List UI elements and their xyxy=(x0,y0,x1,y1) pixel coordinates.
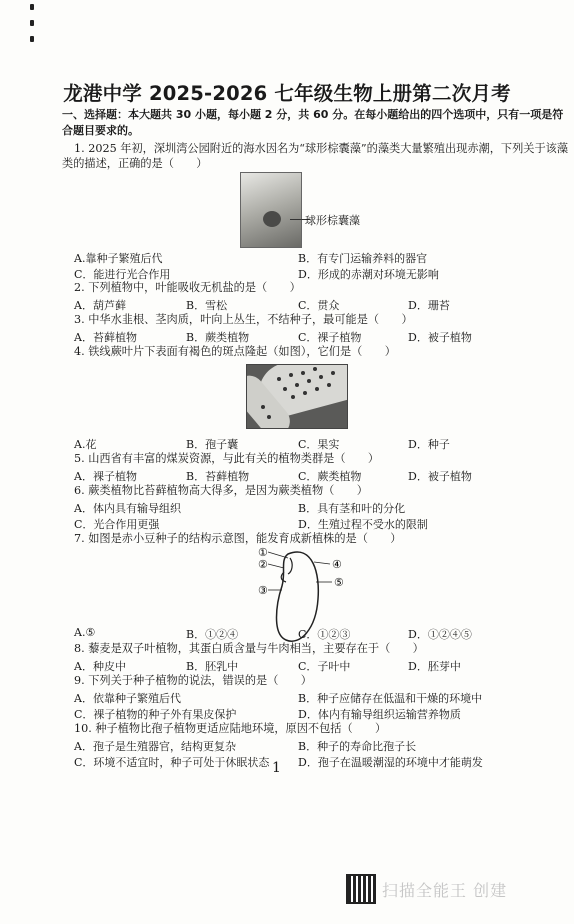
q3-option-d: D．被子植物 xyxy=(408,331,472,344)
q2-option-d: D．珊苔 xyxy=(408,299,450,312)
q7-option-d: D．①②④⑤ xyxy=(408,628,472,641)
algae-photo xyxy=(240,172,302,248)
q10-stem: 10. 种子植物比孢子植物更适应陆地环境，原因不包括（ ） xyxy=(74,722,387,735)
q5-option-a: A．裸子植物 xyxy=(74,470,137,483)
q9-option-c: C．裸子植物的种子外有果皮保护 xyxy=(74,708,237,721)
q8-option-a: A．种皮中 xyxy=(74,660,126,673)
q2-option-a: A．葫芦藓 xyxy=(74,299,126,312)
q7-option-c: C．①②③ xyxy=(298,628,351,641)
q4-option-a: A.花 xyxy=(74,438,97,451)
q4-option-b: B．孢子囊 xyxy=(186,438,239,451)
q4-stem: 4. 铁线蕨叶片下表面有褐色的斑点隆起（如图），它们是（ ） xyxy=(74,345,396,358)
q3-option-b: B．蕨类植物 xyxy=(186,331,250,344)
q3-stem: 3. 中华水韭根、茎肉质，叶向上丛生，不结种子，最可能是（ ） xyxy=(74,313,413,326)
q3-option-a: A．苔藓植物 xyxy=(74,331,137,344)
q2-option-b: B．雪松 xyxy=(186,299,228,312)
section-heading-line2: 合题目要求的。 xyxy=(62,124,139,137)
q6-option-a: A．体内具有输导组织 xyxy=(74,502,181,515)
q5-option-b: B．苔藓植物 xyxy=(186,470,250,483)
qr-code-icon xyxy=(346,874,376,904)
q3-option-c: C．裸子植物 xyxy=(298,331,362,344)
q1-option-d: D．形成的赤潮对环境无影响 xyxy=(298,268,439,281)
q10-option-c: C．环境不适宜时，种子可处于休眠状态 xyxy=(74,756,270,769)
q10-option-d: D．孢子在温暖潮湿的环境中才能萌发 xyxy=(298,756,483,769)
seed-mark-3: ③ xyxy=(258,584,268,597)
seed-mark-4: ④ xyxy=(332,558,342,571)
q5-option-c: C．蕨类植物 xyxy=(298,470,362,483)
q1-stem-line1: 1. 2025 年初，深圳湾公园附近的海水因名为“球形棕囊藻”的藻类大量繁殖出现赤潮，下列关于该藻 xyxy=(74,142,569,155)
q10-option-b: B．种子的寿命比孢子长 xyxy=(298,740,417,753)
q8-stem: 8. 藜麦是双子叶植物，其蛋白质含量与牛肉相当，主要存在于（ ） xyxy=(74,642,424,655)
q1-option-a: A.靠种子繁殖后代 xyxy=(74,252,163,265)
fern-leaf-photo xyxy=(246,364,348,429)
q6-option-c: C．光合作用更强 xyxy=(74,518,160,531)
page-title: 龙港中学 2025-2026 七年级生物上册第二次月考 xyxy=(63,82,511,105)
q1-stem-line2: 类的描述，正确的是（ ） xyxy=(62,157,208,170)
q5-stem: 5. 山西省有丰富的煤炭资源，与此有关的植物类群是（ ） xyxy=(74,452,380,465)
q7-option-b: B．①②④ xyxy=(186,628,239,641)
q8-option-d: D．胚芽中 xyxy=(408,660,461,673)
seed-mark-5: ⑤ xyxy=(334,576,344,589)
q4-option-c: C．果实 xyxy=(298,438,340,451)
q6-option-d: D．生殖过程不受水的限制 xyxy=(298,518,428,531)
page-number: 1 xyxy=(272,760,281,776)
q4-option-d: D．种子 xyxy=(408,438,450,451)
binding-dots xyxy=(30,4,34,52)
q2-stem: 2. 下列植物中，叶能吸收无机盐的是（ ） xyxy=(74,281,301,294)
q1-option-b: B．有专门运输养料的器官 xyxy=(298,252,428,265)
q1-option-c: C．能进行光合作用 xyxy=(74,268,171,281)
q8-option-c: C．子叶中 xyxy=(298,660,351,673)
seed-mark-2: ② xyxy=(258,558,268,571)
q7-stem: 7. 如图是赤小豆种子的结构示意图，能发育成新植株的是（ ） xyxy=(74,532,402,545)
section-heading-line1: 一、选择题：本大题共 30 小题，每小题 2 分，共 60 分。在每小题给出的四个选项中，只有一项是符 xyxy=(62,108,564,121)
q5-option-d: D．被子植物 xyxy=(408,470,472,483)
algae-figure-label: 球形棕囊藻 xyxy=(305,214,360,227)
q10-option-a: A．孢子是生殖器官，结构更复杂 xyxy=(74,740,236,753)
q9-option-b: B．种子应储存在低温和干燥的环境中 xyxy=(298,692,483,705)
q6-option-b: B．具有茎和叶的分化 xyxy=(298,502,406,515)
q9-option-a: A．依靠种子繁殖后代 xyxy=(74,692,181,705)
seed-mark-1: ① xyxy=(258,546,268,559)
q6-stem: 6. 蕨类植物比苔藓植物高大得多，是因为蕨类植物（ ） xyxy=(74,484,368,497)
q9-option-d: D．体内有输导组织运输营养物质 xyxy=(298,708,461,721)
q8-option-b: B．胚乳中 xyxy=(186,660,239,673)
q9-stem: 9. 下列关于种子植物的说法，错误的是（ ） xyxy=(74,674,312,687)
q7-option-a: A.⑤ xyxy=(74,626,96,639)
q2-option-c: C．贯众 xyxy=(298,299,340,312)
scanner-watermark: 扫描全能王 创建 xyxy=(382,881,508,900)
